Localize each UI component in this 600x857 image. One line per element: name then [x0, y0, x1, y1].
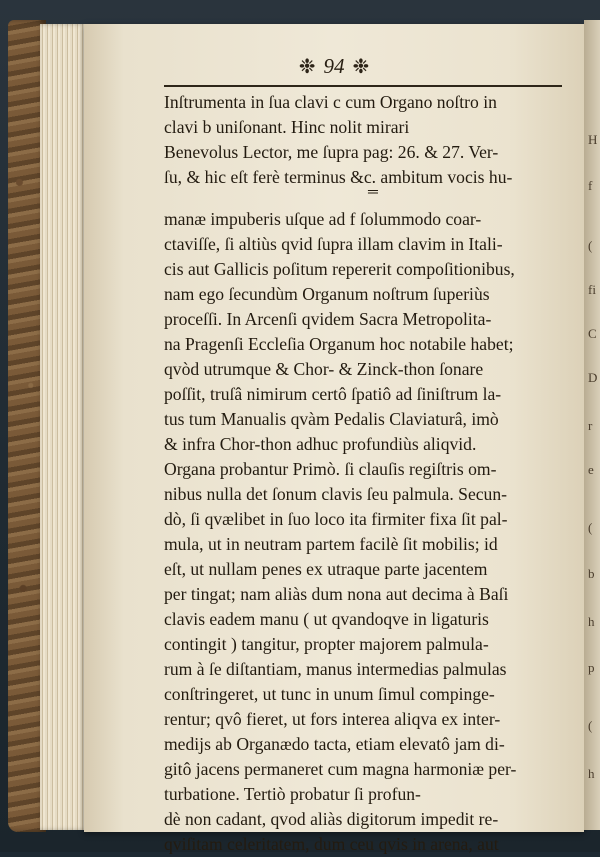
page-stack [40, 24, 88, 830]
text-line: qvòd utrumque & Chor- & Zinck-thon ſonare [164, 359, 484, 379]
flower-ornament-icon: ❉ [352, 56, 370, 78]
text-line: tus tum Manualis qvàm Pedalis Claviaturâ, imò [164, 409, 499, 429]
page-text [164, 90, 564, 857]
facing-fragment: ( [588, 718, 593, 733]
text-line: ſu, & hic eſt ferè terminus &c. ambitum vocis hu- [164, 167, 513, 187]
text-line: clavi b uniſonant. Hinc nolit mirari [164, 117, 410, 137]
double-bar-mark: ═ [368, 185, 376, 200]
text-line: Inſtrumenta in ſua clavi c cum Organo noſtro in [164, 92, 497, 112]
text-line: & infra Chor-thon adhuc profundiùs aliqvid. [164, 434, 477, 454]
text-line: rentur; qvô fieret, ut fors interea aliqva ex inter- [164, 709, 501, 729]
text-line: proceſſi. In Arcenſi qvidem Sacra Metropolita- [164, 309, 492, 329]
text-line: nibus nulla det ſonum clavis ſeu palmula. Secun- [164, 484, 508, 504]
text-line: eſt, ut nullam penes ex utraque parte jacentem [164, 559, 488, 579]
facing-fragment: h [588, 766, 595, 781]
facing-page-edge [584, 20, 600, 830]
facing-fragment: r [588, 418, 593, 433]
facing-fragment: p [588, 660, 595, 675]
facing-fragment: H [588, 132, 598, 147]
facing-fragment: e [588, 462, 594, 477]
text-line: poſſit, truſâ nimirum certô ſpatiô ad ſiniſtrum la- [164, 384, 502, 404]
facing-fragment: f [588, 178, 593, 193]
facing-fragment: D [588, 370, 598, 385]
text-line: dò, ſi qvælibet in ſuo loco ita firmiter fixa ſit pal- [164, 509, 508, 529]
text-line: qviſitam celeritatem, dum ceu qvis in arena, aut [164, 834, 499, 854]
text-line: clavis eadem manu ( ut qvandoqve in ligaturis [164, 609, 489, 629]
text-line: rum à ſe diſtantiam, manus intermedias palmulas [164, 659, 507, 679]
text-line: na Pragenſi Eccleſia Organum hoc notabile habet; [164, 334, 514, 354]
facing-fragment: fi [588, 282, 596, 297]
text-line: mula, ut in neutram partem facilè ſit mobilis; id [164, 534, 498, 554]
text-line: turbatione. Tertiò probatur ſi profun- [164, 784, 421, 804]
text-line: nam ego ſecundùm Organum noſtrum ſuperiùs [164, 284, 490, 304]
text-line: dè non cadant, qvod aliàs digitorum impedit re- [164, 809, 499, 829]
line-gap [164, 185, 564, 207]
page-header [84, 54, 584, 82]
facing-fragment: ( [588, 238, 593, 253]
text-line: contingit ) tangitur, propter majorem palmula- [164, 634, 489, 654]
text-line: Benevolus Lector, me ſupra pag: 26. & 27. Ver- [164, 142, 499, 162]
facing-fragment: b [588, 566, 595, 581]
text-line: per tingat; nam aliàs dum nona aut decima à Baſi [164, 584, 509, 604]
facing-fragment: ( [588, 520, 593, 535]
facing-fragment: C [588, 326, 597, 341]
text-line: cis aut Gallicis poſitum repererit compoſitionibus, [164, 259, 515, 279]
text-line: conſtringeret, ut tunc in unum ſimul compinge- [164, 684, 495, 704]
header-rule [164, 85, 562, 87]
text-line: gitô jacens permaneret cum magna harmoniæ per- [164, 759, 517, 779]
flower-ornament-icon: ❉ [298, 56, 316, 78]
page-number: 94 [323, 54, 345, 78]
facing-fragment: h [588, 614, 595, 629]
text-line: ctaviſſe, ſi altiùs qvid ſupra illam clavim in Itali- [164, 234, 503, 254]
text-line: manæ impuberis uſque ad f ſolummodo coar- [164, 209, 482, 229]
text-line: medijs ab Organædo tacta, etiam elevatô jam di- [164, 734, 505, 754]
text-line: Organa probantur Primò. ſi clauſis regiſtris om- [164, 459, 497, 479]
